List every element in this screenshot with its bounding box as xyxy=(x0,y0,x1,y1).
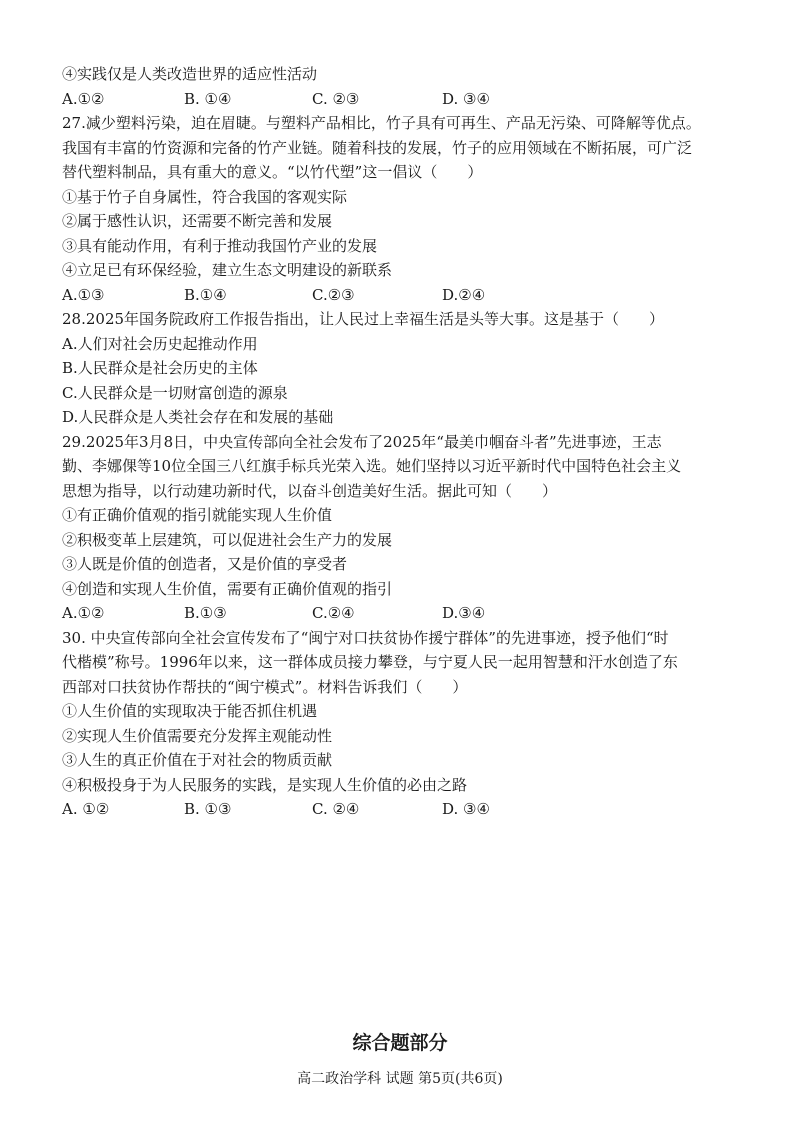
q26-option-a: A.①② xyxy=(62,89,105,108)
q26-options xyxy=(62,87,762,112)
q29-options xyxy=(62,601,762,626)
q27-statement-3: ③具有能动作用，有利于推动我国竹产业的发展 xyxy=(62,236,378,255)
q30-option-d: D. ③④ xyxy=(442,800,490,818)
q28-choice-d: D.人民群众是人类社会存在和发展的基础 xyxy=(62,408,334,426)
q27-statement-1: ①基于竹子自身属性，符合我国的客观实际 xyxy=(62,187,348,206)
q30-statement-2: ②实现人生价值需要充分发挥主观能动性 xyxy=(62,726,333,745)
q29-option-d: D.③④ xyxy=(442,604,486,622)
q27-statement-2: ②属于感性认识，还需要不断完善和发展 xyxy=(62,212,333,230)
q28-choice-c: C.人民群众是一切财富创造的源泉 xyxy=(62,383,288,402)
q27-statement-4: ④立足已有环保经验，建立生态文明建设的新联系 xyxy=(62,261,393,279)
q27-stem-line-2: 我国有丰富的竹资源和完备的竹产业链。随着科技的发展，竹子的应用领域在不断拓展，可广泛 xyxy=(62,138,693,157)
q29-option-a: A.①② xyxy=(62,604,105,622)
q30-option-a: A. ①② xyxy=(62,800,110,818)
q30-statement-4: ④积极投身于为人民服务的实践，是实现人生价值的必由之路 xyxy=(62,775,468,794)
q29-stem-line-1: 29.2025年3月8日，中央宣传部向全社会发布了2025年“最美巾帼奋斗者”先进事迹，王志 xyxy=(62,432,662,451)
q27-stem-line-3: 替代塑料制品，具有重大的意义。“以竹代塑”这一倡议（ ） xyxy=(62,163,483,181)
q29-option-c: C.②④ xyxy=(312,604,355,622)
q29-statement-3: ③人既是价值的创造者，又是价值的享受者 xyxy=(62,555,348,573)
q28-choice-a: A.人们对社会历史起推动作用 xyxy=(62,334,258,353)
q29-statement-4: ④创造和实现人生价值，需要有正确价值观的指引 xyxy=(62,579,393,598)
q26-option-c: C. ②③ xyxy=(312,89,360,108)
q29-stem-line-3: 思想为指导，以行动建功新时代，以奋斗创造美好生活。据此可知（ ） xyxy=(62,481,558,500)
q29-statement-1: ①有正确价值观的指引就能实现人生价值 xyxy=(62,506,333,524)
q27-option-b: B.①④ xyxy=(184,285,227,304)
q26-statement-4: ④实践仅是人类改造世界的适应性活动 xyxy=(62,65,318,83)
q30-stem-line-2: 代楷模”称号。1996年以来，这一群体成员接力攀登，与宁夏人民一起用智慧和汗水创造了东 xyxy=(62,653,678,671)
q29-stem-line-2: 勤、李娜倮等10位全国三八红旗手标兵光荣入选。她们坚持以习近平新时代中国特色社会主义 xyxy=(62,457,682,475)
q28-stem: 28.2025年国务院政府工作报告指出，让人民过上幸福生活是头等大事。这是基于（ ） xyxy=(62,310,665,328)
q27-option-d: D.②④ xyxy=(442,285,486,304)
q27-option-a: A.①③ xyxy=(62,285,105,304)
exam-page xyxy=(62,62,762,822)
q26-option-d: D. ③④ xyxy=(442,89,490,108)
q27-option-c: C.②③ xyxy=(312,285,355,304)
q30-option-c: C. ②④ xyxy=(312,800,360,818)
q30-statement-3: ③人生的真正价值在于对社会的物质贡献 xyxy=(62,751,333,769)
section-title: 综合题部分 xyxy=(352,1032,448,1054)
q29-option-b: B.①③ xyxy=(184,604,227,622)
q30-options xyxy=(62,797,762,822)
q27-stem-line-1: 27.减少塑料污染，迫在眉睫。与塑料产品相比，竹子具有可再生、产品无污染、可降解等优点。 xyxy=(62,114,701,132)
q30-stem-line-1: 30. 中央宣传部向全社会宣传发布了“闽宁对口扶贫协作援宁群体”的先进事迹，授予他们“时 xyxy=(62,628,669,647)
q30-option-b: B. ①③ xyxy=(184,800,232,818)
q26-option-b: B. ①④ xyxy=(184,89,232,108)
q30-statement-1: ①人生价值的实现取决于能否抓住机遇 xyxy=(62,702,318,720)
q29-statement-2: ②积极变革上层建筑，可以促进社会生产力的发展 xyxy=(62,530,393,549)
page-footer: 高二政治学科 试题 第5页(共6页) xyxy=(297,1071,503,1087)
q30-stem-line-3: 西部对口扶贫协作帮扶的“闽宁模式”。材料告诉我们（ ） xyxy=(62,677,468,696)
q28-choice-b: B.人民群众是社会历史的主体 xyxy=(62,359,258,377)
q27-options xyxy=(62,283,762,308)
